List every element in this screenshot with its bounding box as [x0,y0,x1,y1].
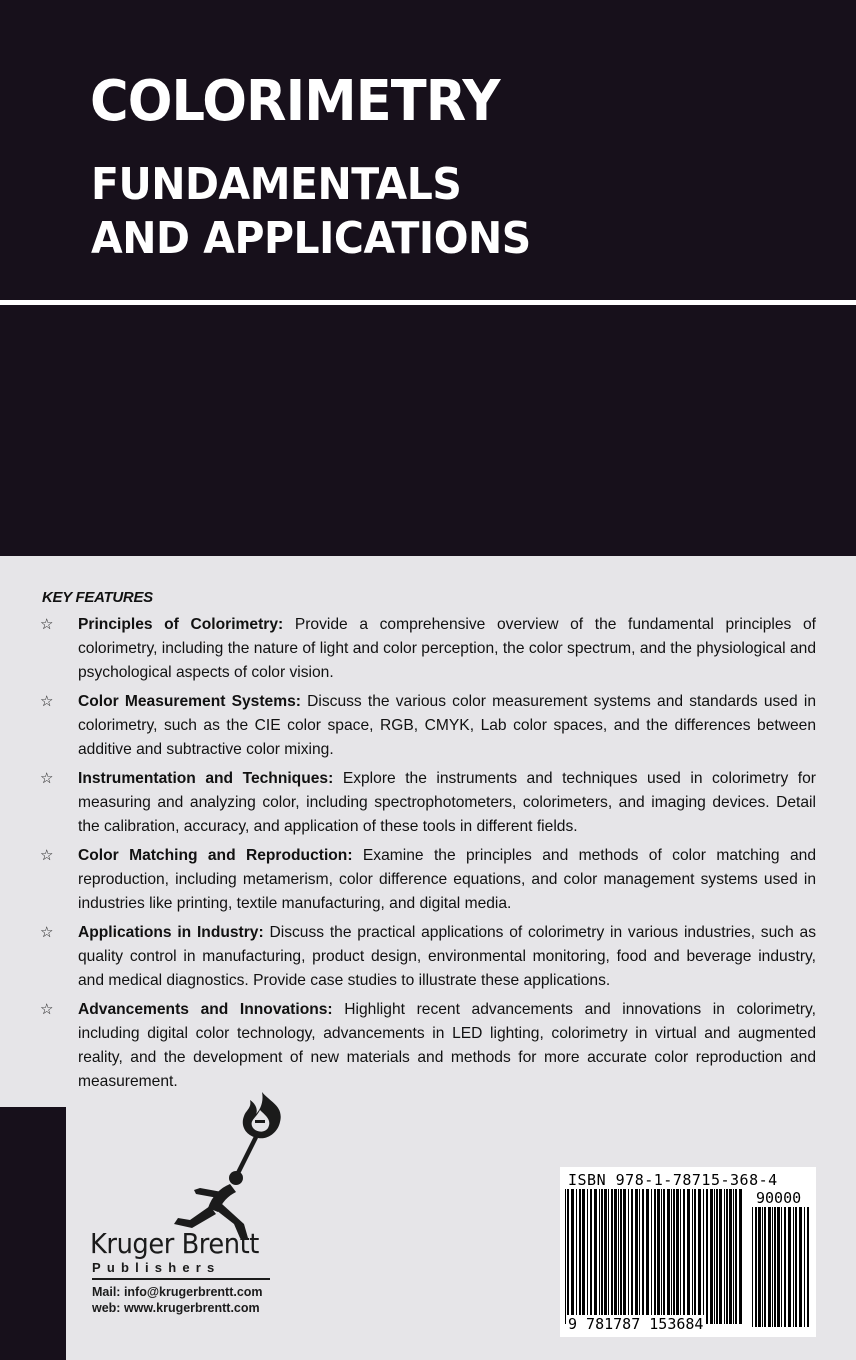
barcode-bar [714,1189,715,1324]
barcode-bar [628,1189,629,1324]
feature-name: Applications in Industry: [78,924,264,941]
barcode-bar [719,1189,722,1324]
barcode-bar [667,1189,670,1324]
feature-text: Explore the instruments and techniques used in colorimetry for measuring and analyzing color, including spectrophotometers, colorimeters, and imaging devices. Detail the calibration, accuracy, and application of these tools in different fields. [78,770,816,835]
subtitle-line-1: FUNDAMENTALS [91,159,462,210]
barcode-bar [639,1189,640,1324]
barcode-bar [635,1189,638,1324]
feature-list [40,613,816,1094]
barcode-bar [793,1207,794,1327]
barcode-bar [716,1189,718,1324]
star-outline-icon: ☆ [40,693,54,710]
barcode-bar [579,1189,581,1324]
barcode-bar [781,1207,782,1327]
barcode-bar [582,1189,585,1324]
barcode-bar [646,1189,649,1324]
barcode-bar [772,1207,773,1327]
barcode-bar [565,1189,566,1324]
barcode-bar [768,1207,771,1327]
book-title: COLORIMETRY [90,69,500,134]
barcode-bar [774,1207,776,1327]
barcode-bar [673,1189,675,1324]
publisher-mail: Mail: info@krugerbrentt.com [92,1285,263,1299]
isbn-barcode [560,1167,816,1337]
barcode-bar [651,1189,652,1324]
barcode-bar [788,1207,791,1327]
barcode-bar [758,1207,761,1327]
publisher-contact [92,1284,263,1316]
title-divider [0,300,856,305]
barcode-bar [755,1207,757,1327]
torch-runner-icon [160,1088,290,1248]
barcode-bar [804,1207,805,1327]
isbn-label: ISBN 978-1-78715-368-4 [568,1171,778,1189]
feature-item [40,998,816,1094]
subtitle-line-2: AND APPLICATIONS [91,213,531,264]
barcode-bar [571,1189,574,1324]
barcode-bar [698,1189,701,1324]
feature-item [40,613,816,685]
key-features-section [40,586,816,1099]
barcode-bar [594,1189,597,1324]
barcode-bar [620,1189,622,1324]
barcode-bar [671,1189,672,1324]
barcode-bar [752,1207,753,1327]
barcode-bar [623,1189,626,1324]
feature-name: Instrumentation and Techniques: [78,770,334,787]
barcode-bar [683,1189,685,1324]
barcode-bar [729,1189,732,1324]
cover-top-panel [0,0,856,556]
barcode-bar [657,1189,660,1324]
barcode-bar [680,1189,681,1324]
feature-item [40,690,816,762]
barcode-bar [735,1189,737,1324]
publisher-name: Kruger Brentt [90,1227,259,1260]
barcode-bar [587,1189,588,1324]
barcode-bar [654,1189,656,1324]
feature-text: Examine the principles and methods of color matching and reproduction, including metamerism, color difference equations, and color management systems used in industries like printing, textile manufacturing, and digital media. [78,847,816,912]
barcode-bar [614,1189,617,1324]
barcode-bar [631,1189,633,1324]
feature-text: Provide a comprehensive overview of the fundamental principles of colorimetry, including the nature of light and color perception, the color spectrum, and the physiological and psychological aspects of color vision. [78,616,816,681]
feature-item [40,921,816,993]
barcode-bar [703,1189,704,1324]
feature-text: Discuss the various color measurement systems and standards used in colorimetry, such as the CIE color space, RGB, CMYK, Lab color spaces, and the differences between additive and subtractive color mixing. [78,693,816,758]
barcode-bar [764,1207,766,1327]
barcode-bar [590,1189,592,1324]
barcode-bar [777,1207,780,1327]
publisher-underline [92,1278,270,1280]
barcode-bar [799,1207,802,1327]
barcode-bar [807,1207,809,1327]
decorative-strip [0,1107,66,1360]
barcode-bar [567,1189,569,1324]
barcode-bar [599,1189,600,1324]
book-subtitle [91,158,531,266]
feature-item [40,767,816,839]
barcode-addon-bars [752,1207,810,1327]
barcode-bar [618,1189,619,1324]
star-outline-icon: ☆ [40,770,54,787]
barcode-bar [611,1189,613,1324]
barcode-bar [733,1189,734,1324]
publisher-subtitle: Publishers [92,1260,221,1275]
barcode-bar [795,1207,797,1327]
barcode-bar [692,1189,693,1324]
price-code: 90000 [756,1189,802,1207]
barcode-bar [694,1189,696,1324]
star-outline-icon: ☆ [40,847,54,864]
barcode-digits: 9 781787 153684 [568,1315,704,1333]
barcode-bar [676,1189,679,1324]
star-outline-icon: ☆ [40,616,54,633]
feature-text: Discuss the practical applications of colorimetry in various industries, such as quality control in manufacturing, product design, environmental monitoring, food and beverage industry, and medical diagnostics. Provide case studies to illustrate these applications. [78,924,816,989]
feature-name: Principles of Colorimetry: [78,616,284,633]
barcode-bar [604,1189,607,1324]
star-outline-icon: ☆ [40,924,54,941]
key-features-heading: KEY FEATURES [42,589,153,606]
feature-name: Color Measurement Systems: [78,693,301,710]
barcode-bar [661,1189,662,1324]
feature-name: Color Matching and Reproduction: [78,847,353,864]
barcode-bar [642,1189,644,1324]
barcode-bar [762,1207,763,1327]
barcode-bar [706,1189,708,1324]
barcode-bar [576,1189,577,1324]
barcode-bar [608,1189,609,1324]
star-outline-icon: ☆ [40,1001,54,1018]
barcode-bar [726,1189,728,1324]
barcode-bar [687,1189,690,1324]
barcode-bar [739,1189,742,1324]
feature-text: Highlight recent advancements and innovations in colorimetry, including digital color technology, advancements in LED lighting, colorimetry in virtual and augmented reality, and the development of new materials and methods for more accurate color reproduction and measurement. [78,1001,816,1090]
barcode-bar [710,1189,713,1324]
publisher-web: web: www.krugerbrentt.com [92,1301,260,1315]
barcode-bar [784,1207,786,1327]
feature-name: Advancements and Innovations: [78,1001,333,1018]
barcode-bar [724,1189,725,1324]
barcode-bar [601,1189,603,1324]
barcode-bar [663,1189,665,1324]
feature-item [40,844,816,916]
barcode-bars [565,1189,745,1324]
